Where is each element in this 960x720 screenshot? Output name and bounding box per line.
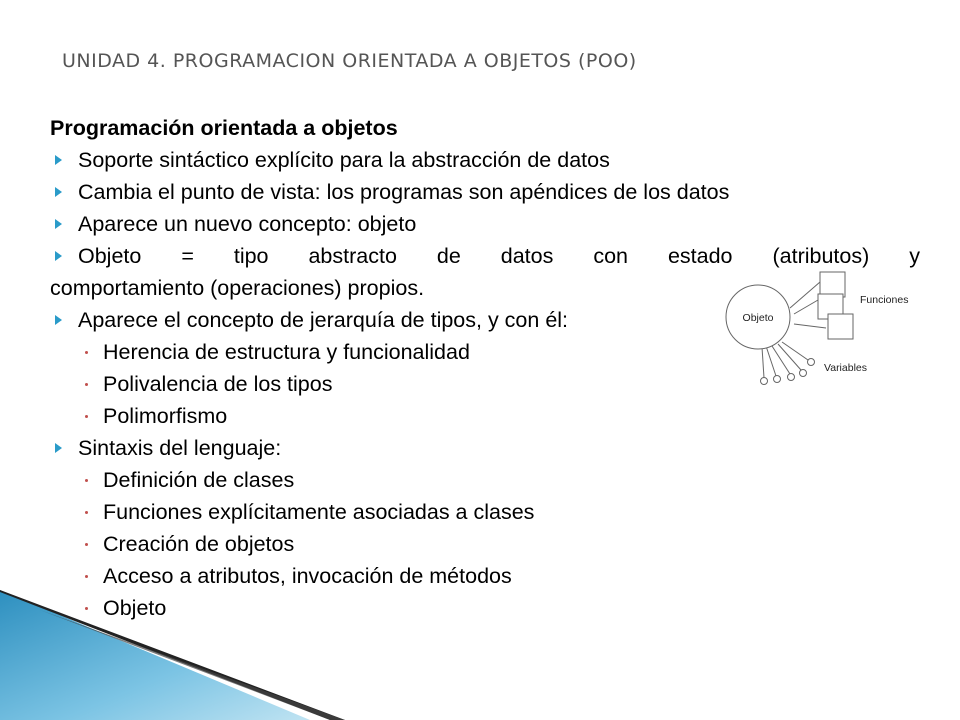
sub-bullet-item: [50, 560, 920, 592]
dot-bullet-icon: [85, 543, 88, 546]
bullet-text: Aparece el concepto de jerarquía de tipos, y con él:: [78, 308, 569, 332]
sub-bullet-text: Acceso a atributos, invocación de métodos: [103, 564, 512, 588]
sub-bullet-item: [50, 496, 920, 528]
variable-link: [762, 347, 764, 378]
dot-bullet-icon: [85, 575, 88, 578]
variable-node: [808, 359, 815, 366]
bullet-item: [50, 432, 920, 464]
arrow-bullet-icon: [55, 155, 62, 165]
bullet-item: [50, 240, 920, 272]
dot-bullet-icon: [85, 479, 88, 482]
bullet-continuation: comportamiento (operaciones) propios.: [50, 276, 425, 300]
functions-label: Funciones: [860, 294, 909, 306]
sub-bullet-text: Polimorfismo: [103, 404, 228, 428]
sub-bullet-item: [50, 400, 920, 432]
slide-title: UNIDAD 4. PROGRAMACION ORIENTADA A OBJETOS (POO): [62, 50, 637, 72]
variable-link: [782, 342, 808, 360]
sub-bullet-text: Objeto: [103, 596, 167, 620]
bullet-item: [50, 176, 920, 208]
sub-bullet-item: [50, 528, 920, 560]
dot-bullet-icon: [85, 383, 88, 386]
arrow-bullet-icon: [55, 315, 62, 325]
object-diagram: [718, 270, 918, 390]
function-link: [794, 324, 826, 328]
sub-bullet-item: [50, 464, 920, 496]
bullet-text: Cambia el punto de vista: los programas son apéndices de los datos: [78, 180, 730, 204]
bullet-text: Aparece un nuevo concepto: objeto: [78, 212, 417, 236]
bullet-item: [50, 144, 920, 176]
sub-bullet-text: Herencia de estructura y funcionalidad: [103, 340, 470, 364]
dot-bullet-icon: [85, 415, 88, 418]
function-box: [828, 314, 853, 339]
sub-bullet-text: Definición de clases: [103, 468, 295, 492]
dot-bullet-icon: [85, 351, 88, 354]
arrow-bullet-icon: [55, 443, 62, 453]
bullet-text: Soporte sintáctico explícito para la abstracción de datos: [78, 148, 610, 172]
bullet-item: [50, 208, 920, 240]
variable-link: [778, 344, 801, 370]
sub-bullet-text: Funciones explícitamente asociadas a clases: [103, 500, 535, 524]
variable-node: [800, 370, 807, 377]
function-box: [820, 272, 845, 297]
variable-link: [772, 346, 790, 374]
section-heading: Programación orientada a objetos: [50, 116, 398, 140]
sub-bullet-text: Creación de objetos: [103, 532, 295, 556]
object-label: Objeto: [742, 312, 774, 324]
arrow-bullet-icon: [55, 219, 62, 229]
arrow-bullet-icon: [55, 187, 62, 197]
bullet-text: Sintaxis del lenguaje:: [78, 436, 282, 460]
function-link: [794, 300, 818, 314]
variable-node: [761, 378, 768, 385]
variable-node: [788, 374, 795, 381]
bullet-text: Objeto = tipo abstracto de datos con estado (atributos) y: [78, 244, 920, 268]
variable-node: [774, 376, 781, 383]
function-link: [790, 282, 820, 308]
arrow-bullet-icon: [55, 251, 62, 261]
variables-label: Variables: [824, 362, 867, 374]
decorative-swoosh: [0, 590, 380, 720]
dot-bullet-icon: [85, 511, 88, 514]
sub-bullet-text: Polivalencia de los tipos: [103, 372, 333, 396]
